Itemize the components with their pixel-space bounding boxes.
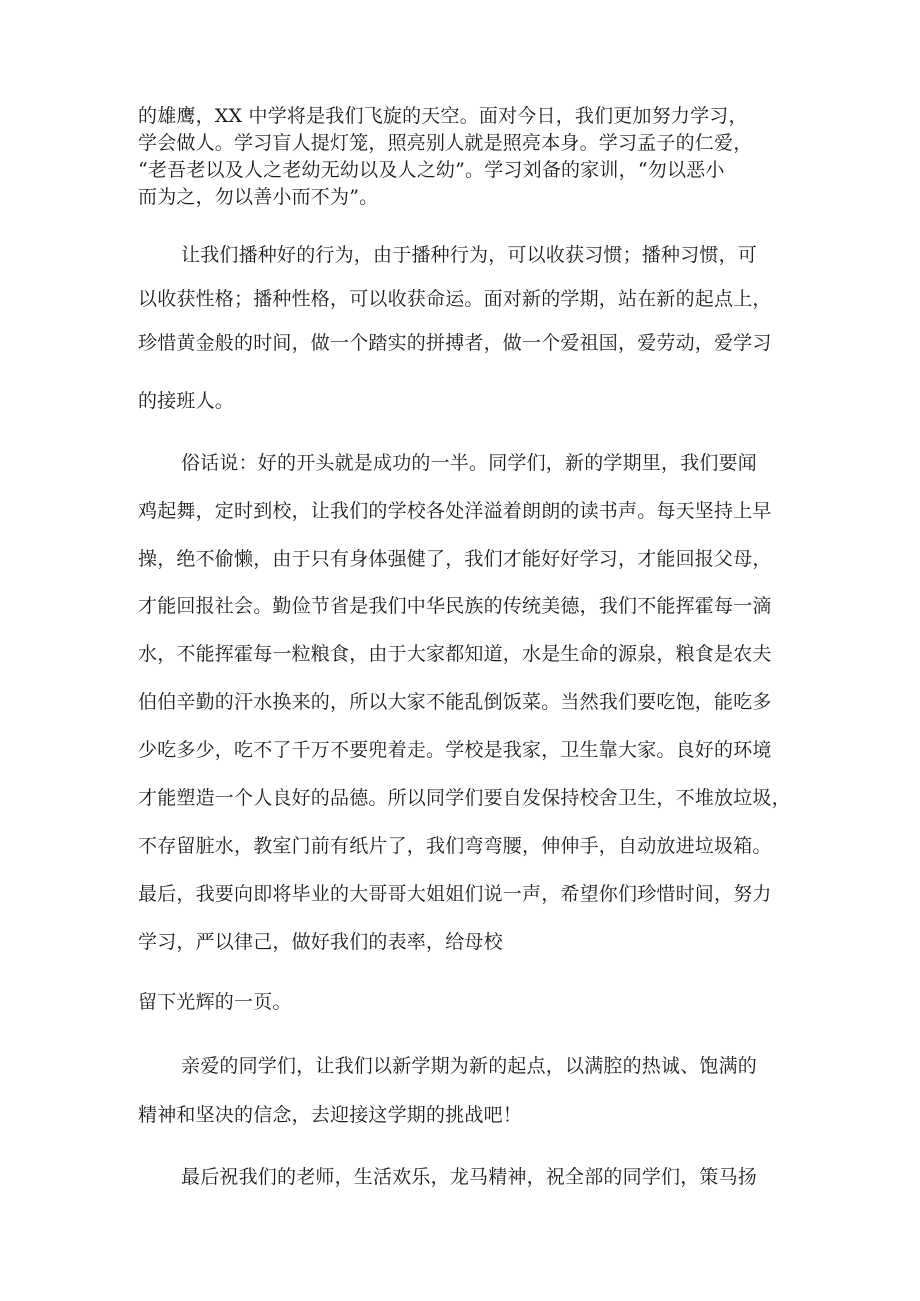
paragraph-3-line-10: 最后，我要向即将毕业的大哥哥大姐姐们说一声，希望你们珍惜时间，努力 [138,883,772,905]
paragraph-5-line-2: 精神和坚决的信念，去迎接这学期的挑战吧！ [138,1104,523,1126]
paragraph-3-line-11: 学习，严以律己，做好我们的表率，给母校 [138,931,503,953]
paragraph-2-line-1: 让我们播种好的行为，由于播种行为，可以收获习惯；播种习惯，可 [181,244,758,266]
paragraph-1-line-4: 而为之，勿以善小而不为”。 [138,186,379,208]
paragraph-2-line-2: 以收获性格；播种性格，可以收获命运。面对新的学期，站在新的起点上， [138,288,772,310]
paragraph-3-line-1: 俗话说：好的开头就是成功的一半。同学们，新的学期里，我们要闻 [181,452,758,474]
paragraph-1-line-1: 的雄鹰，XX 中学将是我们飞旋的天空。面对今日，我们更加努力学习， [138,105,748,127]
paragraph-2-line-4: 的接班人。 [138,390,235,412]
paragraph-3-line-5: 水，不能挥霍每一粒粮食，由于大家都知道，水是生命的源泉，粮食是农夫 [138,643,772,665]
paragraph-3-line-3: 操，绝不偷懒，由于只有身体强健了，我们才能好好学习，才能回报父母， [138,548,772,570]
paragraph-4-line-1: 留下光辉的一页。 [138,991,292,1013]
paragraph-3-line-6: 伯伯辛勤的汗水换来的，所以大家不能乱倒饭菜。当然我们要吃饱，能吃多 [138,691,772,713]
paragraph-3-line-2: 鸡起舞，定时到校，让我们的学校各处洋溢着朗朗的读书声。每天坚持上早 [138,500,772,522]
paragraph-1-line-2: 学会做人。学习盲人提灯笼，照亮别人就是照亮本身。学习孟子的仁爱， [138,132,753,154]
paragraph-3-line-4: 才能回报社会。勤俭节省是我们中华民族的传统美德，我们不能挥霍每一滴 [138,595,772,617]
paragraph-3-line-9: 不存留脏水，教室门前有纸片了，我们弯弯腰，伸伸手，自动放进垃圾箱。 [138,835,772,857]
paragraph-1-line-3: “老吾老以及人之老幼无幼以及人之幼”。学习刘备的家训，“勿以恶小 [138,159,725,181]
paragraph-3-line-7: 少吃多少，吃不了千万不要兜着走。学校是我家，卫生靠大家。良好的环境 [138,739,772,761]
paragraph-3-line-8: 才能塑造一个人良好的品德。所以同学们要自发保持校舍卫生，不堆放垃圾， [138,787,791,809]
paragraph-6-line-1: 最后祝我们的老师，生活欢乐，龙马精神，祝全部的同学们，策马扬 [181,1166,758,1188]
paragraph-2-line-3: 珍惜黄金般的时间，做一个踏实的拼搏者，做一个爱祖国，爱劳动，爱学习 [138,332,772,354]
paragraph-5-line-1: 亲爱的同学们，让我们以新学期为新的起点，以满腔的热诚、饱满的 [181,1055,758,1077]
